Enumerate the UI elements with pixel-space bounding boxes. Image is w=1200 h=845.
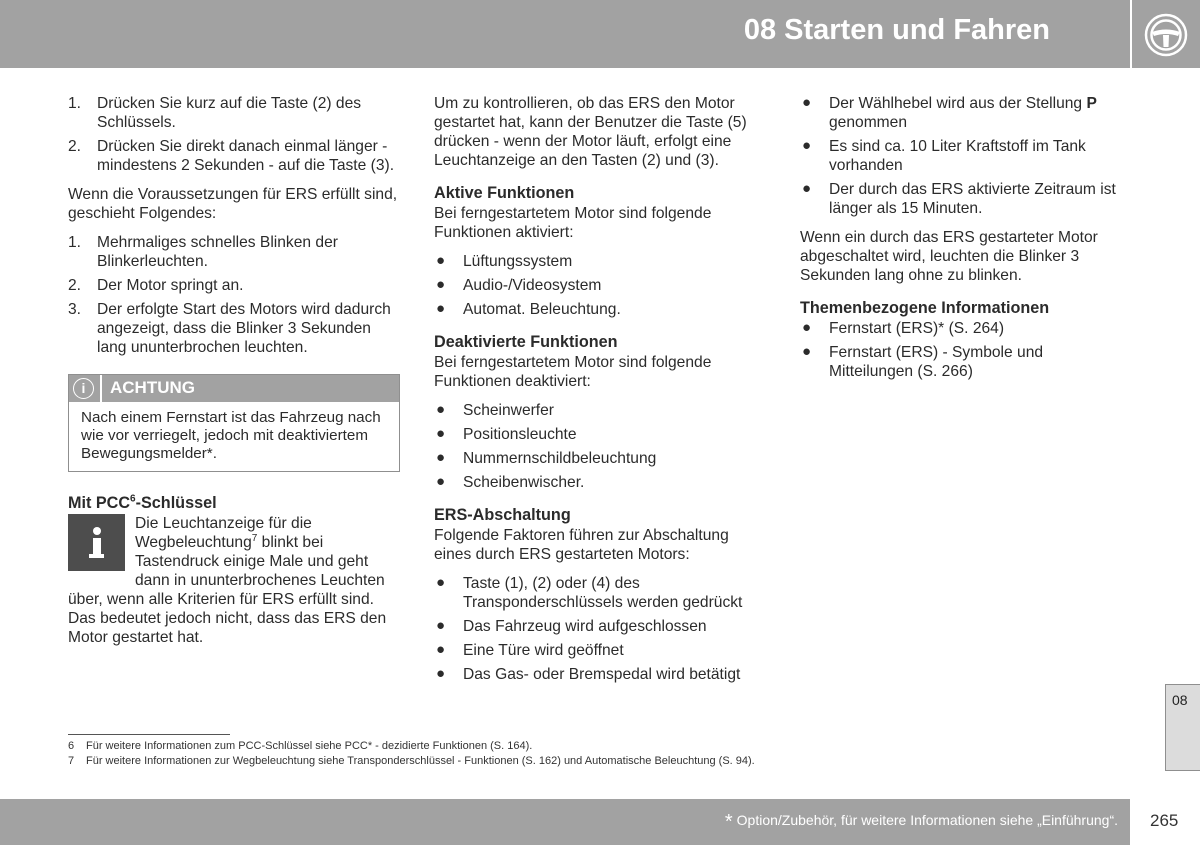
bullet-icon: ●: [802, 137, 812, 154]
result-steps-list: [68, 233, 400, 357]
chapter-side-tab[interactable]: [1165, 684, 1200, 771]
list-item: 3. Der erfolgte Start des Motors wird dadurch angezeigt, dass die Blinker 3 Sekunden lang ununterbrochen leuchten.: [68, 301, 391, 356]
list-item: 2. Der Motor springt an.: [68, 277, 244, 294]
bullet-icon: ●: [436, 641, 446, 658]
paragraph: Wenn ein durch das ERS gestarteter Motor abgeschaltet wird, leuchten die Blinker 3 Sekunden lang ohne zu blinken.: [800, 229, 1098, 284]
bullet-icon: ●: [436, 617, 446, 634]
active-functions-list: [434, 252, 764, 319]
paragraph: Um zu kontrollieren, ob das ERS den Motor gestartet hat, kann der Benutzer die Taste (5) drücken - wenn der Motor läuft, erfolgt eine Leuchtanzeige an den Tasten (2) und (3).: [434, 95, 747, 169]
chapter-title: 08 Starten und Fahren: [743, 14, 1050, 46]
list-item: ● Nummernschildbeleuchtung: [436, 449, 657, 467]
shutdown-factors-list-continued: [800, 94, 1130, 218]
bullet-icon: ●: [436, 574, 446, 591]
bullet-icon: ●: [802, 319, 812, 336]
section-heading-active: Aktive Funktionen: [434, 184, 575, 202]
paragraph: Bei ferngestartetem Motor sind folgende Funktionen aktiviert:: [434, 205, 712, 241]
footnote-divider: [68, 734, 230, 735]
chapter-side-tab-label: 08: [1172, 692, 1188, 708]
warning-box: [68, 374, 400, 472]
pcc-info: [68, 514, 400, 647]
list-item: ● Taste (1), (2) oder (4) des Transponderschlüssels werden gedrückt: [436, 574, 743, 611]
bullet-icon: ●: [436, 665, 446, 682]
bullet-icon: ●: [436, 300, 446, 317]
pcc-text: Die Leuchtanzeige für die Wegbeleuchtung$^7$ blinkt bei Tastendruck einige Male und geht dann in ununterbrochenes Leuchten über, wenn alle Kriterien für ERS erfüllt sind. Das bedeutet jedoch nicht, dass das ERS den Motor gestartet hat.: [68, 515, 387, 646]
related-link[interactable]: ● Fernstart (ERS) - Symbole und Mitteilungen (S. 266): [802, 343, 1044, 380]
warning-info-icon: i: [73, 378, 94, 399]
related-link[interactable]: ● Fernstart (ERS)* (S. 264): [802, 319, 1005, 337]
header-bar: [0, 0, 1130, 68]
bullet-icon: ●: [802, 343, 812, 360]
paragraph: Wenn die Voraussetzungen für ERS erfüllt sind, geschieht Folgendes:: [68, 186, 398, 222]
paragraph: Bei ferngestartetem Motor sind folgende Funktionen deaktiviert:: [434, 354, 712, 390]
list-item: ● Der durch das ERS aktivierte Zeitraum ist länger als 15 Minuten.: [802, 180, 1116, 217]
list-item: 2. Drücken Sie direkt danach einmal länger - mindestens 2 Sekunden - auf die Taste (3).: [68, 138, 395, 174]
list-item: ● Positionsleuchte: [436, 425, 577, 443]
list-item: ● Eine Türe wird geöffnet: [436, 641, 624, 659]
section-heading-inactive: Deaktivierte Funktionen: [434, 333, 618, 351]
bullet-icon: ●: [436, 252, 446, 269]
column-left: [68, 94, 400, 647]
bullet-icon: ●: [802, 94, 812, 111]
list-item: ● Das Gas- oder Bremspedal wird betätigt: [436, 665, 741, 683]
footnotes: [68, 739, 755, 769]
list-item: ● Es sind ca. 10 Liter Kraftstoff im Tank vorhanden: [802, 137, 1086, 174]
header-icon-box: [1132, 0, 1200, 68]
footnote: 6 Für weitere Informationen zum PCC-Schlüssel siehe PCC* - dezidierte Funktionen (S. 164).: [68, 740, 533, 752]
list-item: 1. Drücken Sie kurz auf die Taste (2) des Schlüssels.: [68, 95, 362, 131]
bullet-icon: ●: [436, 425, 446, 442]
column-middle: [434, 94, 764, 694]
list-item: ● Scheinwerfer: [436, 401, 555, 419]
bullet-icon: ●: [802, 180, 812, 197]
paragraph: Folgende Faktoren führen zur Abschaltung eines durch ERS gestarteten Motors:: [434, 527, 729, 563]
bullet-icon: ●: [436, 449, 446, 466]
warning-text: Nach einem Fernstart ist das Fahrzeug nach wie vor verriegelt, jedoch mit deaktiviertem Bewegungsmelder*.: [81, 409, 381, 462]
warning-label: ACHTUNG: [110, 378, 195, 397]
bullet-icon: ●: [436, 473, 446, 490]
steering-wheel-icon: [1144, 13, 1188, 57]
section-heading-related: Themenbezogene Informationen: [800, 299, 1050, 317]
warning-header: [69, 375, 399, 402]
start-steps-list: [68, 94, 400, 175]
section-heading-pcc: Mit PCC$^6$-Schlüssel: [68, 493, 217, 512]
section-heading-shutdown: ERS-Abschaltung: [434, 506, 571, 524]
bullet-icon: ●: [436, 401, 446, 418]
list-item: ● Der Wählhebel wird aus der Stellung P genommen: [802, 94, 1097, 131]
info-icon: [68, 514, 125, 571]
shutdown-factors-list: [434, 574, 764, 684]
list-item: ● Das Fahrzeug wird aufgeschlossen: [436, 617, 707, 635]
divider: [100, 375, 102, 402]
related-links-list: [800, 319, 1130, 381]
list-item: 1. Mehrmaliges schnelles Blinken der Blinkerleuchten.: [68, 234, 338, 270]
list-item: ● Audio-/Videosystem: [436, 276, 602, 294]
footer-bar: [0, 799, 1130, 845]
footnote: 7 Für weitere Informationen zur Wegbeleuchtung siehe Transponderschlüssel - Funktionen (S. 162) und Automatische Beleuchtung (S. 94).: [68, 755, 755, 767]
bullet-icon: ●: [436, 276, 446, 293]
page-number: 265: [1150, 811, 1179, 830]
list-item: ● Scheibenwischer.: [436, 473, 585, 491]
footer-note: * Option/Zubehör, für weitere Informationen siehe „Einführung“.: [724, 811, 1118, 833]
list-item: ● Lüftungssystem: [436, 252, 573, 270]
column-right: [800, 94, 1130, 391]
list-item: ● Automat. Beleuchtung.: [436, 300, 621, 318]
inactive-functions-list: [434, 401, 764, 492]
